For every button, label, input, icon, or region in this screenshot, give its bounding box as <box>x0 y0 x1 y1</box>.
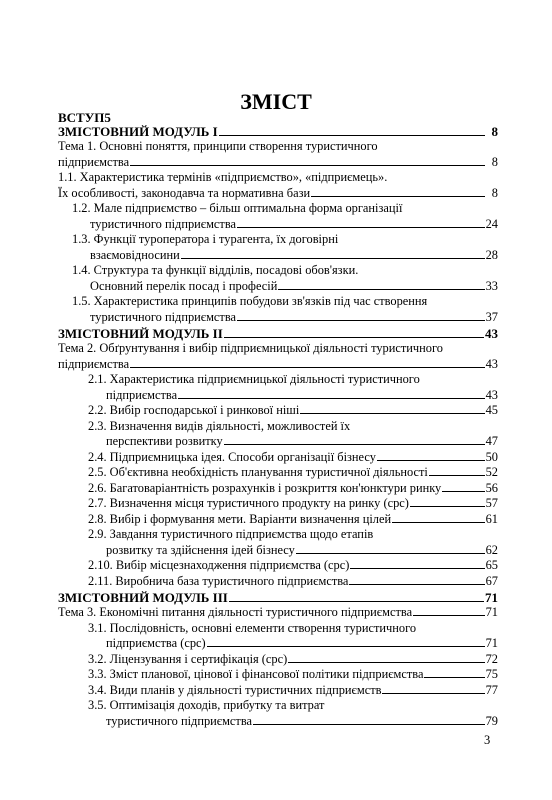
toc-entry-page: 8 <box>491 124 498 139</box>
toc-entry <box>58 590 498 605</box>
toc-entry-text: підприємства (срс) <box>106 636 206 650</box>
toc-entry-page: 77 <box>485 682 498 697</box>
toc-entry <box>58 232 498 263</box>
toc-entry-page: 43 <box>485 326 498 341</box>
toc-entry <box>58 512 498 528</box>
toc-entry-text: 3.5. Оптимізація доходів, прибутку та витрат <box>88 698 325 712</box>
toc-entry-text: 1.5. Характеристика принципів побудови зв'язків під час створення <box>72 294 428 308</box>
toc-entry <box>58 465 498 481</box>
table-of-contents <box>58 110 498 729</box>
toc-entry-page: 47 <box>485 434 498 448</box>
toc-entry <box>58 574 498 590</box>
toc-entry <box>58 698 498 729</box>
toc-entry-text: підприємства <box>58 356 130 371</box>
toc-entry-text: взаємовідносини <box>90 247 180 262</box>
toc-entry-text: 2.5. Об'єктивна необхідність планування туристичної діяльності <box>88 465 428 479</box>
toc-entry-text: Тема 1. Основні поняття, принципи створення туристичного <box>58 139 378 153</box>
dot-leader <box>219 135 485 136</box>
dot-leader <box>224 337 484 338</box>
toc-entry-page: 52 <box>485 465 498 479</box>
toc-entry-text: 3.3. Зміст планової, цінової і фінансової політики підприємства <box>88 667 424 681</box>
toc-entry <box>58 652 498 668</box>
toc-entry-text: 3.2. Ліцензування і сертифікація (срс) <box>88 651 288 666</box>
toc-entry <box>58 667 498 683</box>
toc-entry-text: 2.3. Визначення видів діяльності, можливостей їх <box>88 418 351 433</box>
dot-leader <box>207 646 485 647</box>
toc-entry <box>58 683 498 699</box>
toc-entry-text: 2.1. Характеристика підприємницької діяльності туристичного <box>88 372 420 386</box>
toc-entry-page: 79 <box>485 713 498 728</box>
toc-entry-text: Тема 2. Обґрунтування і вибір підприємницької діяльності туристичного <box>58 341 443 355</box>
toc-entry-text: 2.6. Багатоваріантність розрахунків і розкриття кон'юнктури ринку <box>88 480 442 495</box>
toc-entry-page: 8 <box>491 185 498 200</box>
toc-entry-page: 67 <box>485 573 498 588</box>
dot-leader <box>442 491 484 492</box>
toc-entry-page: 43 <box>485 356 498 371</box>
toc-entry-page: 71 <box>485 636 498 650</box>
dot-leader <box>349 584 484 585</box>
toc-entry-page: 56 <box>485 480 498 495</box>
dot-leader <box>382 693 484 694</box>
toc-entry-page: 57 <box>485 496 498 510</box>
toc-entry <box>58 341 498 372</box>
dot-leader <box>229 601 484 602</box>
toc-entry-text: 2.2. Вибір господарської і ринкової ніші <box>88 403 300 417</box>
toc-entry <box>58 621 498 652</box>
toc-entry-text: 2.9. Завдання туристичного підприємства щодо етапів <box>88 527 374 541</box>
toc-entry-page: 75 <box>485 667 498 681</box>
dot-leader <box>278 289 484 290</box>
dot-leader <box>253 724 485 725</box>
toc-entry <box>58 527 498 558</box>
toc-entry <box>58 496 498 512</box>
dot-leader <box>224 444 485 445</box>
toc-entry-text: туристичного підприємства <box>106 713 253 728</box>
toc-entry-text: 1.2. Мале підприємство – більш оптимальна форма організації <box>72 201 403 215</box>
toc-entry <box>58 139 498 170</box>
dot-leader <box>181 258 485 259</box>
toc-entry-text: туристичного підприємства <box>90 216 237 231</box>
toc-entry-text: 1.4. Структура та функції відділів, посадові обов'язки. <box>72 263 359 277</box>
dot-leader <box>413 615 485 616</box>
dot-leader <box>237 227 485 228</box>
toc-entry <box>58 326 498 341</box>
toc-entry <box>58 263 498 294</box>
toc-entry-page: 8 <box>491 154 498 169</box>
toc-entry <box>58 110 498 125</box>
toc-entry <box>58 558 498 574</box>
toc-entry-page: 71 <box>485 605 498 619</box>
toc-entry-text: 2.10. Вибір місцезнаходження підприємства (срс) <box>88 558 350 572</box>
dot-leader <box>130 165 485 166</box>
toc-entry-text: розвитку та здійснення ідей бізнесу <box>106 542 295 557</box>
toc-entry <box>58 605 498 621</box>
toc-entry-page: 45 <box>485 403 498 417</box>
toc-entry-text: 2.4. Підприємницька ідея. Способи організації бізнесу <box>88 449 376 464</box>
dot-leader <box>429 475 485 476</box>
toc-entry <box>58 170 498 201</box>
toc-entry-text: 2.8. Вибір і формування мети. Варіанти визначення цілей <box>88 511 392 526</box>
toc-entry-text: 1.1. Характеристика термінів «підприємство», «підприємець». <box>58 170 388 184</box>
toc-entry-text: ЗМІСТОВНИЙ МОДУЛЬ ІІ <box>58 326 223 341</box>
dot-leader <box>130 367 485 368</box>
dot-leader <box>288 662 484 663</box>
toc-entry <box>58 294 498 325</box>
toc-entry-page: 28 <box>485 247 498 262</box>
toc-entry-text: 2.7. Визначення місця туристичного продукту на ринку (срс) <box>88 496 409 510</box>
toc-entry-page: 61 <box>485 511 498 526</box>
dot-leader <box>410 506 485 507</box>
toc-entry <box>58 481 498 497</box>
toc-entry-page: 62 <box>485 542 498 557</box>
toc-entry-page: 71 <box>485 590 498 605</box>
dot-leader <box>392 522 484 523</box>
toc-entry-page: 24 <box>485 216 498 231</box>
toc-entry-page: 43 <box>485 387 498 402</box>
toc-entry-text: ЗМІСТОВНИЙ МОДУЛЬ ІІІ <box>58 590 228 605</box>
dot-leader <box>424 677 484 678</box>
toc-entry <box>58 201 498 232</box>
dot-leader <box>178 398 485 399</box>
toc-entry-page: 33 <box>485 278 498 293</box>
toc-entry <box>58 372 498 403</box>
toc-entry-text: туристичного підприємства <box>90 309 237 324</box>
toc-entry-text: підприємства <box>106 387 178 402</box>
dot-leader <box>296 553 485 554</box>
toc-entry <box>58 403 498 419</box>
page-number: 3 <box>484 733 491 747</box>
toc-entry-page: 50 <box>485 449 498 464</box>
dot-leader <box>237 320 485 321</box>
toc-entry-text: ЗМІСТОВНИЙ МОДУЛЬ І <box>58 124 218 139</box>
dot-leader <box>311 196 485 197</box>
toc-entry-text: ВСТУП5 <box>58 110 111 125</box>
toc-entry-text: 1.3. Функції туроператора і турагента, їх договірні <box>72 232 339 246</box>
toc-entry-page: 65 <box>485 558 498 572</box>
page-title: ЗМІСТ <box>240 89 312 114</box>
toc-entry-text: 3.1. Послідовність, основні елементи створення туристичного <box>88 620 417 635</box>
toc-entry-page: 72 <box>485 651 498 666</box>
toc-entry-text: 2.11. Виробнича база туристичного підприємства <box>88 573 349 588</box>
toc-entry <box>58 124 498 139</box>
toc-entry-text: Тема 3. Економічні питання діяльності туристичного підприємства <box>58 605 413 619</box>
dot-leader <box>350 568 484 569</box>
toc-entry-text: 3.4. Види планів у діяльності туристичних підприємств <box>88 682 382 697</box>
toc-entry <box>58 450 498 466</box>
toc-entry-text: перспективи розвитку <box>106 434 223 448</box>
toc-entry-text: підприємства <box>58 154 130 169</box>
toc-entry-page: 37 <box>485 309 498 324</box>
toc-entry-text: Їх особливості, законодавча та нормативна бази <box>58 185 311 200</box>
toc-entry <box>58 419 498 450</box>
dot-leader <box>377 460 485 461</box>
toc-entry-text: Основний перелік посад і професій <box>90 278 278 293</box>
dot-leader <box>300 413 484 414</box>
